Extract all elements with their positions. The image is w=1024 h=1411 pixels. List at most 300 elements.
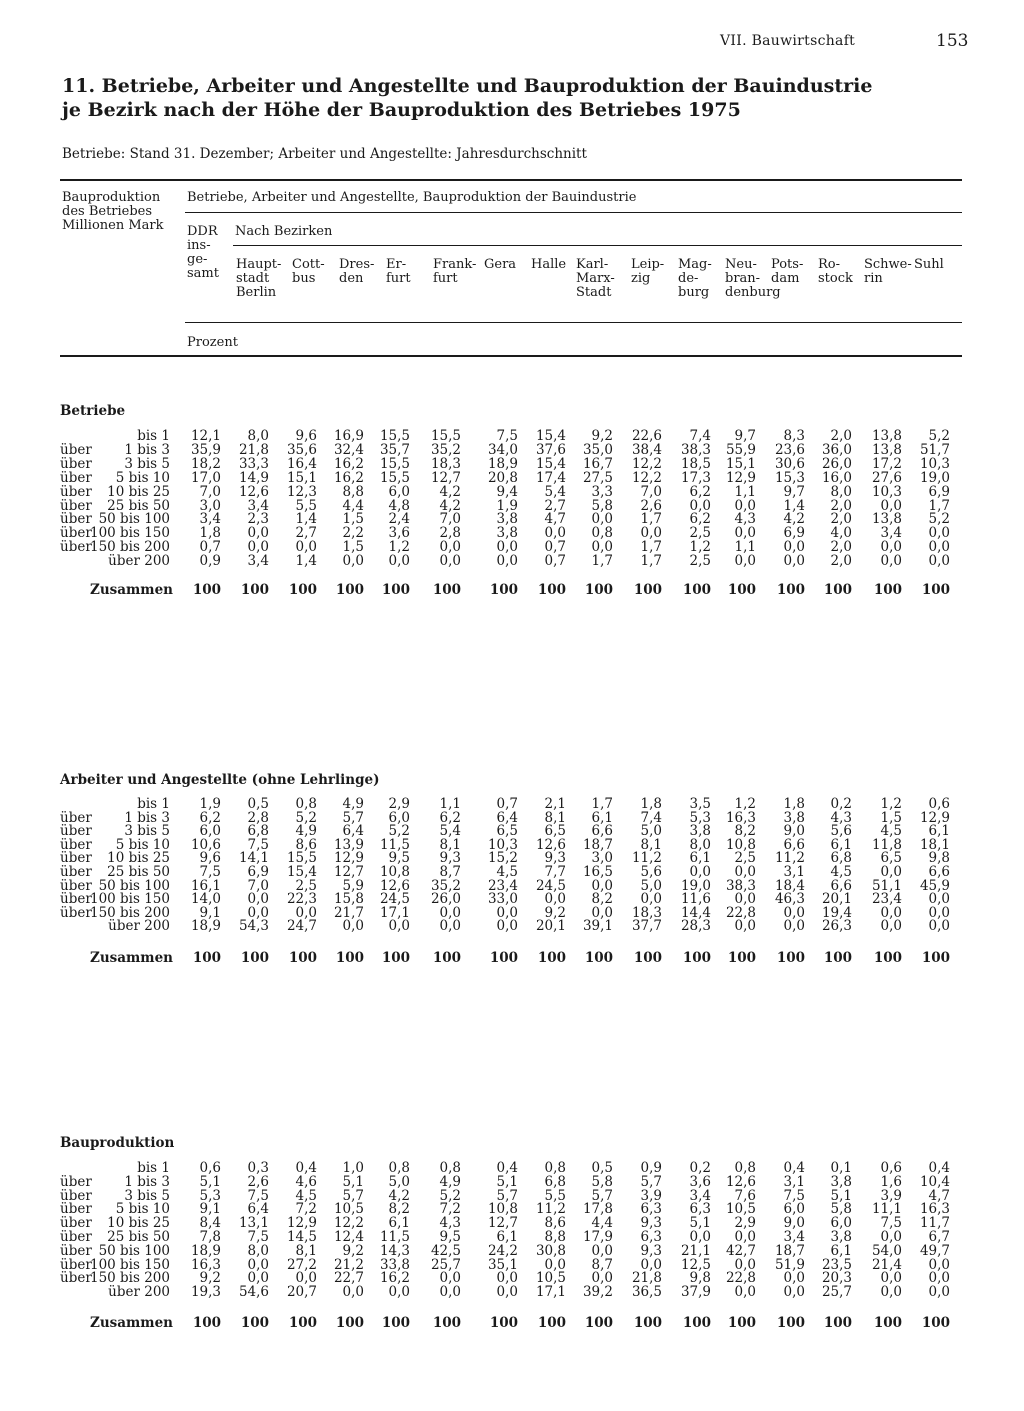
total-cell: 100 xyxy=(192,582,221,598)
table-cell: 15,5 xyxy=(379,469,410,486)
row-label-range: 1 bis 3 xyxy=(124,1173,170,1190)
table-cell: 8,2 xyxy=(388,1201,410,1218)
table-cell: 17,9 xyxy=(582,1229,613,1245)
table-cell: 35,2 xyxy=(430,441,461,458)
table-cell: 9,3 xyxy=(544,850,566,867)
row-label-range: 10 bis 25 xyxy=(107,850,170,867)
table-cell: 4,8 xyxy=(388,497,410,514)
table-cell: 7,0 xyxy=(247,877,269,894)
table-cell: 0,0 xyxy=(880,918,902,935)
table-cell: 17,8 xyxy=(582,1201,613,1218)
total-cell: 100 xyxy=(823,950,852,966)
table-cell: 21,4 xyxy=(871,1256,902,1273)
table-cell: 2,9 xyxy=(734,1215,756,1232)
row-label-prefix: über xyxy=(60,1256,92,1273)
table-cell: 0,0 xyxy=(734,891,756,908)
table-cell: 18,7 xyxy=(774,1242,805,1259)
table-cell: 0,3 xyxy=(247,1160,269,1176)
table-cell: 0,5 xyxy=(247,796,269,812)
table-cell: 4,5 xyxy=(496,864,518,880)
table-cell: 0,7 xyxy=(544,539,566,556)
table-cell: 15,4 xyxy=(535,428,566,444)
table-cell: 0,0 xyxy=(439,904,461,921)
table-cell: 5,7 xyxy=(342,1187,364,1204)
table-cell: 14,3 xyxy=(379,1242,410,1259)
table-cell: 0,0 xyxy=(928,918,950,935)
table-cell: 10,3 xyxy=(871,483,902,500)
table-cell: 3,8 xyxy=(830,1173,852,1190)
table-cell: 13,8 xyxy=(871,441,902,458)
row-label-prefix: über xyxy=(60,455,92,472)
row-label-range: 150 bis 200 xyxy=(89,1270,170,1287)
table-cell: 36,0 xyxy=(821,441,852,458)
table-cell: 54,3 xyxy=(238,918,269,935)
table-cell: 5,7 xyxy=(640,1173,662,1190)
bezirk-header: Cott- bus xyxy=(292,257,325,286)
total-cell: 100 xyxy=(288,582,317,598)
table-cell: 33,3 xyxy=(238,455,269,472)
table-cell: 34,0 xyxy=(487,441,518,458)
row-label-prefix: über xyxy=(60,469,92,486)
total-cell: 100 xyxy=(537,950,566,966)
table-cell: 5,2 xyxy=(928,511,950,528)
table-cell: 46,3 xyxy=(774,891,805,908)
table-cell: 8,7 xyxy=(591,1256,613,1273)
table-cell: 0,4 xyxy=(928,1160,950,1176)
table-cell: 1,0 xyxy=(342,1160,364,1176)
table-cell: 5,2 xyxy=(388,823,410,840)
table-cell: 0,0 xyxy=(734,497,756,514)
header-bottom-rule xyxy=(60,355,962,357)
table-cell: 9,0 xyxy=(783,823,805,840)
table-title-line-2: je Bezirk nach der Höhe der Bauproduktion des Betriebes 1975 xyxy=(62,99,741,121)
table-cell: 3,5 xyxy=(689,796,711,812)
table-cell: 23,4 xyxy=(487,877,518,894)
total-cell: 100 xyxy=(240,582,269,598)
table-cell: 5,1 xyxy=(830,1187,852,1204)
table-cell: 23,4 xyxy=(871,891,902,908)
table-cell: 33,0 xyxy=(487,891,518,908)
table-cell: 8,2 xyxy=(591,891,613,908)
row-label-prefix: über xyxy=(60,836,92,853)
table-cell: 2,5 xyxy=(295,877,317,894)
table-cell: 6,9 xyxy=(928,483,950,500)
table-cell: 4,5 xyxy=(880,823,902,840)
table-cell: 2,0 xyxy=(830,497,852,514)
row-label-range: 5 bis 10 xyxy=(115,836,170,853)
bezirk-header: Ro- stock xyxy=(818,257,853,286)
table-cell: 3,6 xyxy=(689,1173,711,1190)
table-cell: 1,7 xyxy=(640,511,662,528)
table-cell: 1,7 xyxy=(640,553,662,570)
table-cell: 6,0 xyxy=(388,809,410,826)
table-cell: 35,1 xyxy=(487,1256,518,1273)
table-cell: 30,8 xyxy=(535,1242,566,1259)
table-cell: 7,0 xyxy=(640,483,662,500)
table-cell: 17,4 xyxy=(535,469,566,486)
table-cell: 0,0 xyxy=(342,918,364,935)
table-cell: 7,5 xyxy=(199,864,221,880)
bezirk-header: Er- furt xyxy=(386,257,411,286)
table-cell: 9,3 xyxy=(439,850,461,867)
table-cell: 8,1 xyxy=(544,809,566,826)
table-cell: 0,0 xyxy=(496,904,518,921)
table-cell: 16,3 xyxy=(919,1201,950,1218)
table-cell: 18,9 xyxy=(190,918,221,935)
table-cell: 1,7 xyxy=(640,539,662,556)
table-cell: 7,6 xyxy=(734,1187,756,1204)
table-cell: 21,8 xyxy=(238,441,269,458)
table-cell: 9,1 xyxy=(199,904,221,921)
table-cell: 1,8 xyxy=(640,796,662,812)
total-cell: 100 xyxy=(776,950,805,966)
table-cell: 16,3 xyxy=(190,1256,221,1273)
row-label-prefix: über xyxy=(60,1187,92,1204)
table-cell: 36,5 xyxy=(631,1284,662,1301)
table-cell: 10,5 xyxy=(725,1201,756,1218)
table-cell: 9,8 xyxy=(928,850,950,867)
table-cell: 0,0 xyxy=(544,525,566,542)
table-cell: 15,1 xyxy=(725,455,756,472)
table-cell: 20,7 xyxy=(286,1284,317,1301)
table-cell: 17,0 xyxy=(190,469,221,486)
table-cell: 15,4 xyxy=(286,864,317,880)
table-cell: 51,1 xyxy=(871,877,902,894)
table-cell: 0,0 xyxy=(928,525,950,542)
table-cell: 24,5 xyxy=(379,891,410,908)
table-cell: 0,8 xyxy=(591,525,613,542)
table-cell: 26,0 xyxy=(821,455,852,472)
table-cell: 0,0 xyxy=(880,1270,902,1287)
table-cell: 0,0 xyxy=(342,553,364,570)
table-cell: 11,1 xyxy=(871,1201,902,1218)
table-cell: 0,0 xyxy=(439,553,461,570)
table-cell: 0,0 xyxy=(544,891,566,908)
table-cell: 9,4 xyxy=(496,483,518,500)
total-cell: 100 xyxy=(432,950,461,966)
table-cell: 49,7 xyxy=(919,1242,950,1259)
row-label-prefix: über xyxy=(60,1215,92,1232)
row-label-prefix: über xyxy=(60,891,92,908)
total-cell: 100 xyxy=(682,1315,711,1331)
table-cell: 9,3 xyxy=(640,1242,662,1259)
table-cell: 18,5 xyxy=(680,455,711,472)
table-cell: 7,5 xyxy=(247,1229,269,1245)
table-cell: 6,8 xyxy=(544,1173,566,1190)
table-cell: 11,5 xyxy=(379,1229,410,1245)
row-label-range: 10 bis 25 xyxy=(107,1215,170,1232)
table-cell: 2,3 xyxy=(247,511,269,528)
table-cell: 35,9 xyxy=(190,441,221,458)
table-cell: 12,4 xyxy=(333,1229,364,1245)
table-cell: 9,6 xyxy=(199,850,221,867)
total-cell: 100 xyxy=(873,582,902,598)
table-cell: 4,0 xyxy=(830,525,852,542)
table-cell: 16,3 xyxy=(725,809,756,826)
table-cell: 16,5 xyxy=(582,864,613,880)
table-cell: 1,7 xyxy=(591,796,613,812)
table-cell: 10,6 xyxy=(190,836,221,853)
table-cell: 17,3 xyxy=(680,469,711,486)
table-cell: 5,7 xyxy=(591,1187,613,1204)
table-cell: 2,6 xyxy=(247,1173,269,1190)
table-cell: 2,2 xyxy=(342,525,364,542)
table-cell: 1,2 xyxy=(689,539,711,556)
table-cell: 4,2 xyxy=(439,483,461,500)
table-cell: 1,7 xyxy=(928,497,950,514)
span-header: Betriebe, Arbeiter und Angestellte, Bauproduktion der Bauindustrie xyxy=(187,190,637,205)
table-cell: 12,6 xyxy=(238,483,269,500)
table-cell: 42,7 xyxy=(725,1242,756,1259)
table-cell: 7,2 xyxy=(295,1201,317,1218)
table-cell: 4,5 xyxy=(295,1187,317,1204)
section-title: Betriebe xyxy=(60,403,126,419)
table-cell: 18,1 xyxy=(919,836,950,853)
table-cell: 14,0 xyxy=(190,891,221,908)
table-cell: 6,1 xyxy=(830,1242,852,1259)
table-cell: 25,7 xyxy=(430,1256,461,1273)
table-cell: 1,4 xyxy=(295,511,317,528)
table-cell: 7,7 xyxy=(544,864,566,880)
table-cell: 2,5 xyxy=(689,553,711,570)
table-cell: 5,2 xyxy=(439,1187,461,1204)
table-cell: 0,0 xyxy=(734,1229,756,1245)
table-cell: 8,2 xyxy=(734,823,756,840)
table-cell: 6,6 xyxy=(928,864,950,880)
table-cell: 0,0 xyxy=(928,1256,950,1273)
ddr-header: DDR ins- ge- samt xyxy=(187,224,219,281)
table-cell: 27,5 xyxy=(582,469,613,486)
table-cell: 9,1 xyxy=(199,1201,221,1218)
table-cell: 0,6 xyxy=(880,1160,902,1176)
table-cell: 0,0 xyxy=(928,891,950,908)
table-cell: 6,2 xyxy=(199,809,221,826)
table-cell: 5,2 xyxy=(928,428,950,444)
table-cell: 4,3 xyxy=(734,511,756,528)
total-cell: 100 xyxy=(537,582,566,598)
row-label-range: bis 1 xyxy=(137,428,170,444)
table-cell: 0,0 xyxy=(880,1229,902,1245)
table-cell: 6,0 xyxy=(783,1201,805,1218)
table-cell: 3,4 xyxy=(199,511,221,528)
bezirk-header: Pots- dam xyxy=(771,257,804,286)
table-cell: 20,1 xyxy=(821,891,852,908)
table-cell: 6,1 xyxy=(496,1229,518,1245)
table-cell: 0,0 xyxy=(734,1284,756,1301)
total-cell: 100 xyxy=(584,1315,613,1331)
table-cell: 0,0 xyxy=(247,525,269,542)
total-cell: 100 xyxy=(584,582,613,598)
table-cell: 12,1 xyxy=(190,428,221,444)
table-cell: 4,4 xyxy=(342,497,364,514)
table-cell: 1,5 xyxy=(342,539,364,556)
table-cell: 0,1 xyxy=(830,1160,852,1176)
table-cell: 0,0 xyxy=(591,877,613,894)
table-cell: 51,7 xyxy=(919,441,950,458)
total-cell: 100 xyxy=(192,1315,221,1331)
total-cell: 100 xyxy=(288,950,317,966)
table-cell: 3,1 xyxy=(783,864,805,880)
table-cell: 7,5 xyxy=(880,1215,902,1232)
table-cell: 0,0 xyxy=(247,539,269,556)
row-label-prefix: über xyxy=(60,511,92,528)
total-cell: 100 xyxy=(489,1315,518,1331)
table-cell: 28,3 xyxy=(680,918,711,935)
nach-bezirken-header: Nach Bezirken xyxy=(235,224,333,239)
row-label-range: 1 bis 3 xyxy=(124,809,170,826)
row-label-range: 50 bis 100 xyxy=(98,511,170,528)
table-cell: 1,5 xyxy=(880,809,902,826)
table-cell: 0,8 xyxy=(544,1160,566,1176)
table-cell: 3,6 xyxy=(388,525,410,542)
row-label-range: über 200 xyxy=(108,553,170,570)
table-cell: 5,6 xyxy=(830,823,852,840)
table-cell: 0,0 xyxy=(247,904,269,921)
table-cell: 0,0 xyxy=(295,1270,317,1287)
table-cell: 5,1 xyxy=(496,1173,518,1190)
table-cell: 0,6 xyxy=(928,796,950,812)
table-cell: 0,0 xyxy=(928,904,950,921)
total-cell: 100 xyxy=(192,950,221,966)
table-cell: 10,5 xyxy=(333,1201,364,1218)
total-cell: 100 xyxy=(489,582,518,598)
table-cell: 0,0 xyxy=(734,864,756,880)
total-label: Zusammen xyxy=(90,950,173,966)
table-cell: 17,2 xyxy=(871,455,902,472)
total-cell: 100 xyxy=(432,1315,461,1331)
table-cell: 0,0 xyxy=(783,539,805,556)
table-cell: 1,6 xyxy=(880,1173,902,1190)
table-cell: 6,1 xyxy=(388,1215,410,1232)
row-label-range: 3 bis 5 xyxy=(124,1187,170,1204)
table-cell: 0,7 xyxy=(496,796,518,812)
table-cell: 8,0 xyxy=(247,1242,269,1259)
table-cell: 12,2 xyxy=(631,469,662,486)
table-cell: 3,8 xyxy=(830,1229,852,1245)
table-cell: 6,0 xyxy=(199,823,221,840)
table-cell: 11,5 xyxy=(379,836,410,853)
row-label-prefix: über xyxy=(60,1173,92,1190)
table-cell: 0,8 xyxy=(439,1160,461,1176)
total-cell: 100 xyxy=(432,582,461,598)
table-cell: 0,0 xyxy=(783,1284,805,1301)
table-cell: 19,3 xyxy=(190,1284,221,1301)
table-cell: 9,2 xyxy=(199,1270,221,1287)
bezirk-header: Suhl xyxy=(914,257,944,272)
table-cell: 22,8 xyxy=(725,1270,756,1287)
table-cell: 1,4 xyxy=(783,497,805,514)
bezirk-header: Frank- furt xyxy=(433,257,477,286)
table-cell: 3,4 xyxy=(689,1187,711,1204)
table-cell: 12,6 xyxy=(379,877,410,894)
table-cell: 1,9 xyxy=(496,497,518,514)
table-cell: 20,3 xyxy=(821,1270,852,1287)
table-cell: 10,5 xyxy=(535,1270,566,1287)
table-cell: 0,2 xyxy=(689,1160,711,1176)
top-rule xyxy=(60,179,962,181)
table-cell: 5,8 xyxy=(591,497,613,514)
table-cell: 1,5 xyxy=(342,511,364,528)
bezirke-rule xyxy=(233,245,962,246)
table-cell: 3,1 xyxy=(783,1173,805,1190)
total-cell: 100 xyxy=(776,582,805,598)
table-cell: 1,2 xyxy=(388,539,410,556)
table-cell: 13,8 xyxy=(871,511,902,528)
table-cell: 8,6 xyxy=(544,1215,566,1232)
table-cell: 6,3 xyxy=(640,1229,662,1245)
table-cell: 0,0 xyxy=(439,1284,461,1301)
table-cell: 13,1 xyxy=(238,1215,269,1232)
row-label-range: 3 bis 5 xyxy=(124,455,170,472)
row-label-range: über 200 xyxy=(108,1284,170,1301)
total-cell: 100 xyxy=(381,1315,410,1331)
total-cell: 100 xyxy=(335,1315,364,1331)
table-cell: 20,8 xyxy=(487,469,518,486)
table-cell: 5,8 xyxy=(591,1173,613,1190)
total-cell: 100 xyxy=(727,950,756,966)
table-cell: 11,2 xyxy=(535,1201,566,1218)
table-cell: 8,6 xyxy=(295,836,317,853)
table-cell: 18,3 xyxy=(631,904,662,921)
bezirk-header: Halle xyxy=(531,257,567,272)
table-cell: 14,5 xyxy=(286,1229,317,1245)
table-cell: 0,0 xyxy=(928,553,950,570)
table-cell: 6,6 xyxy=(591,823,613,840)
table-cell: 22,6 xyxy=(631,428,662,444)
table-cell: 3,9 xyxy=(880,1187,902,1204)
table-cell: 2,4 xyxy=(388,511,410,528)
table-cell: 0,4 xyxy=(783,1160,805,1176)
table-cell: 7,5 xyxy=(247,836,269,853)
table-cell: 4,6 xyxy=(295,1173,317,1190)
table-cell: 7,4 xyxy=(640,809,662,826)
section-title: Arbeiter und Angestellte (ohne Lehrlinge) xyxy=(60,772,380,788)
table-cell: 0,4 xyxy=(496,1160,518,1176)
table-cell: 37,7 xyxy=(631,918,662,935)
table-cell: 0,0 xyxy=(591,539,613,556)
table-cell: 0,0 xyxy=(734,525,756,542)
row-label-range: 3 bis 5 xyxy=(124,823,170,840)
table-cell: 27,6 xyxy=(871,469,902,486)
table-cell: 0,0 xyxy=(689,497,711,514)
table-cell: 4,3 xyxy=(439,1215,461,1232)
table-cell: 19,0 xyxy=(919,469,950,486)
table-cell: 5,0 xyxy=(388,1173,410,1190)
bezirk-header: Leip- zig xyxy=(631,257,665,286)
table-cell: 14,9 xyxy=(238,469,269,486)
total-cell: 100 xyxy=(584,950,613,966)
table-cell: 0,0 xyxy=(591,1270,613,1287)
table-cell: 5,3 xyxy=(199,1187,221,1204)
table-cell: 0,0 xyxy=(640,525,662,542)
table-cell: 2,7 xyxy=(295,525,317,542)
bezirk-header: Neu- bran- denburg xyxy=(725,257,781,300)
table-cell: 5,3 xyxy=(689,809,711,826)
table-cell: 35,2 xyxy=(430,877,461,894)
table-cell: 10,3 xyxy=(487,836,518,853)
table-cell: 5,9 xyxy=(342,877,364,894)
table-cell: 6,4 xyxy=(247,1201,269,1218)
table-cell: 19,0 xyxy=(680,877,711,894)
row-label-range: bis 1 xyxy=(137,1160,170,1176)
table-cell: 1,1 xyxy=(439,796,461,812)
table-cell: 3,3 xyxy=(591,483,613,500)
chapter-title: VII. Bauwirtschaft xyxy=(720,33,856,49)
table-cell: 12,2 xyxy=(631,455,662,472)
row-label-prefix: über xyxy=(60,497,92,514)
table-cell: 8,0 xyxy=(830,483,852,500)
bezirk-header: Mag- de- burg xyxy=(678,257,712,300)
